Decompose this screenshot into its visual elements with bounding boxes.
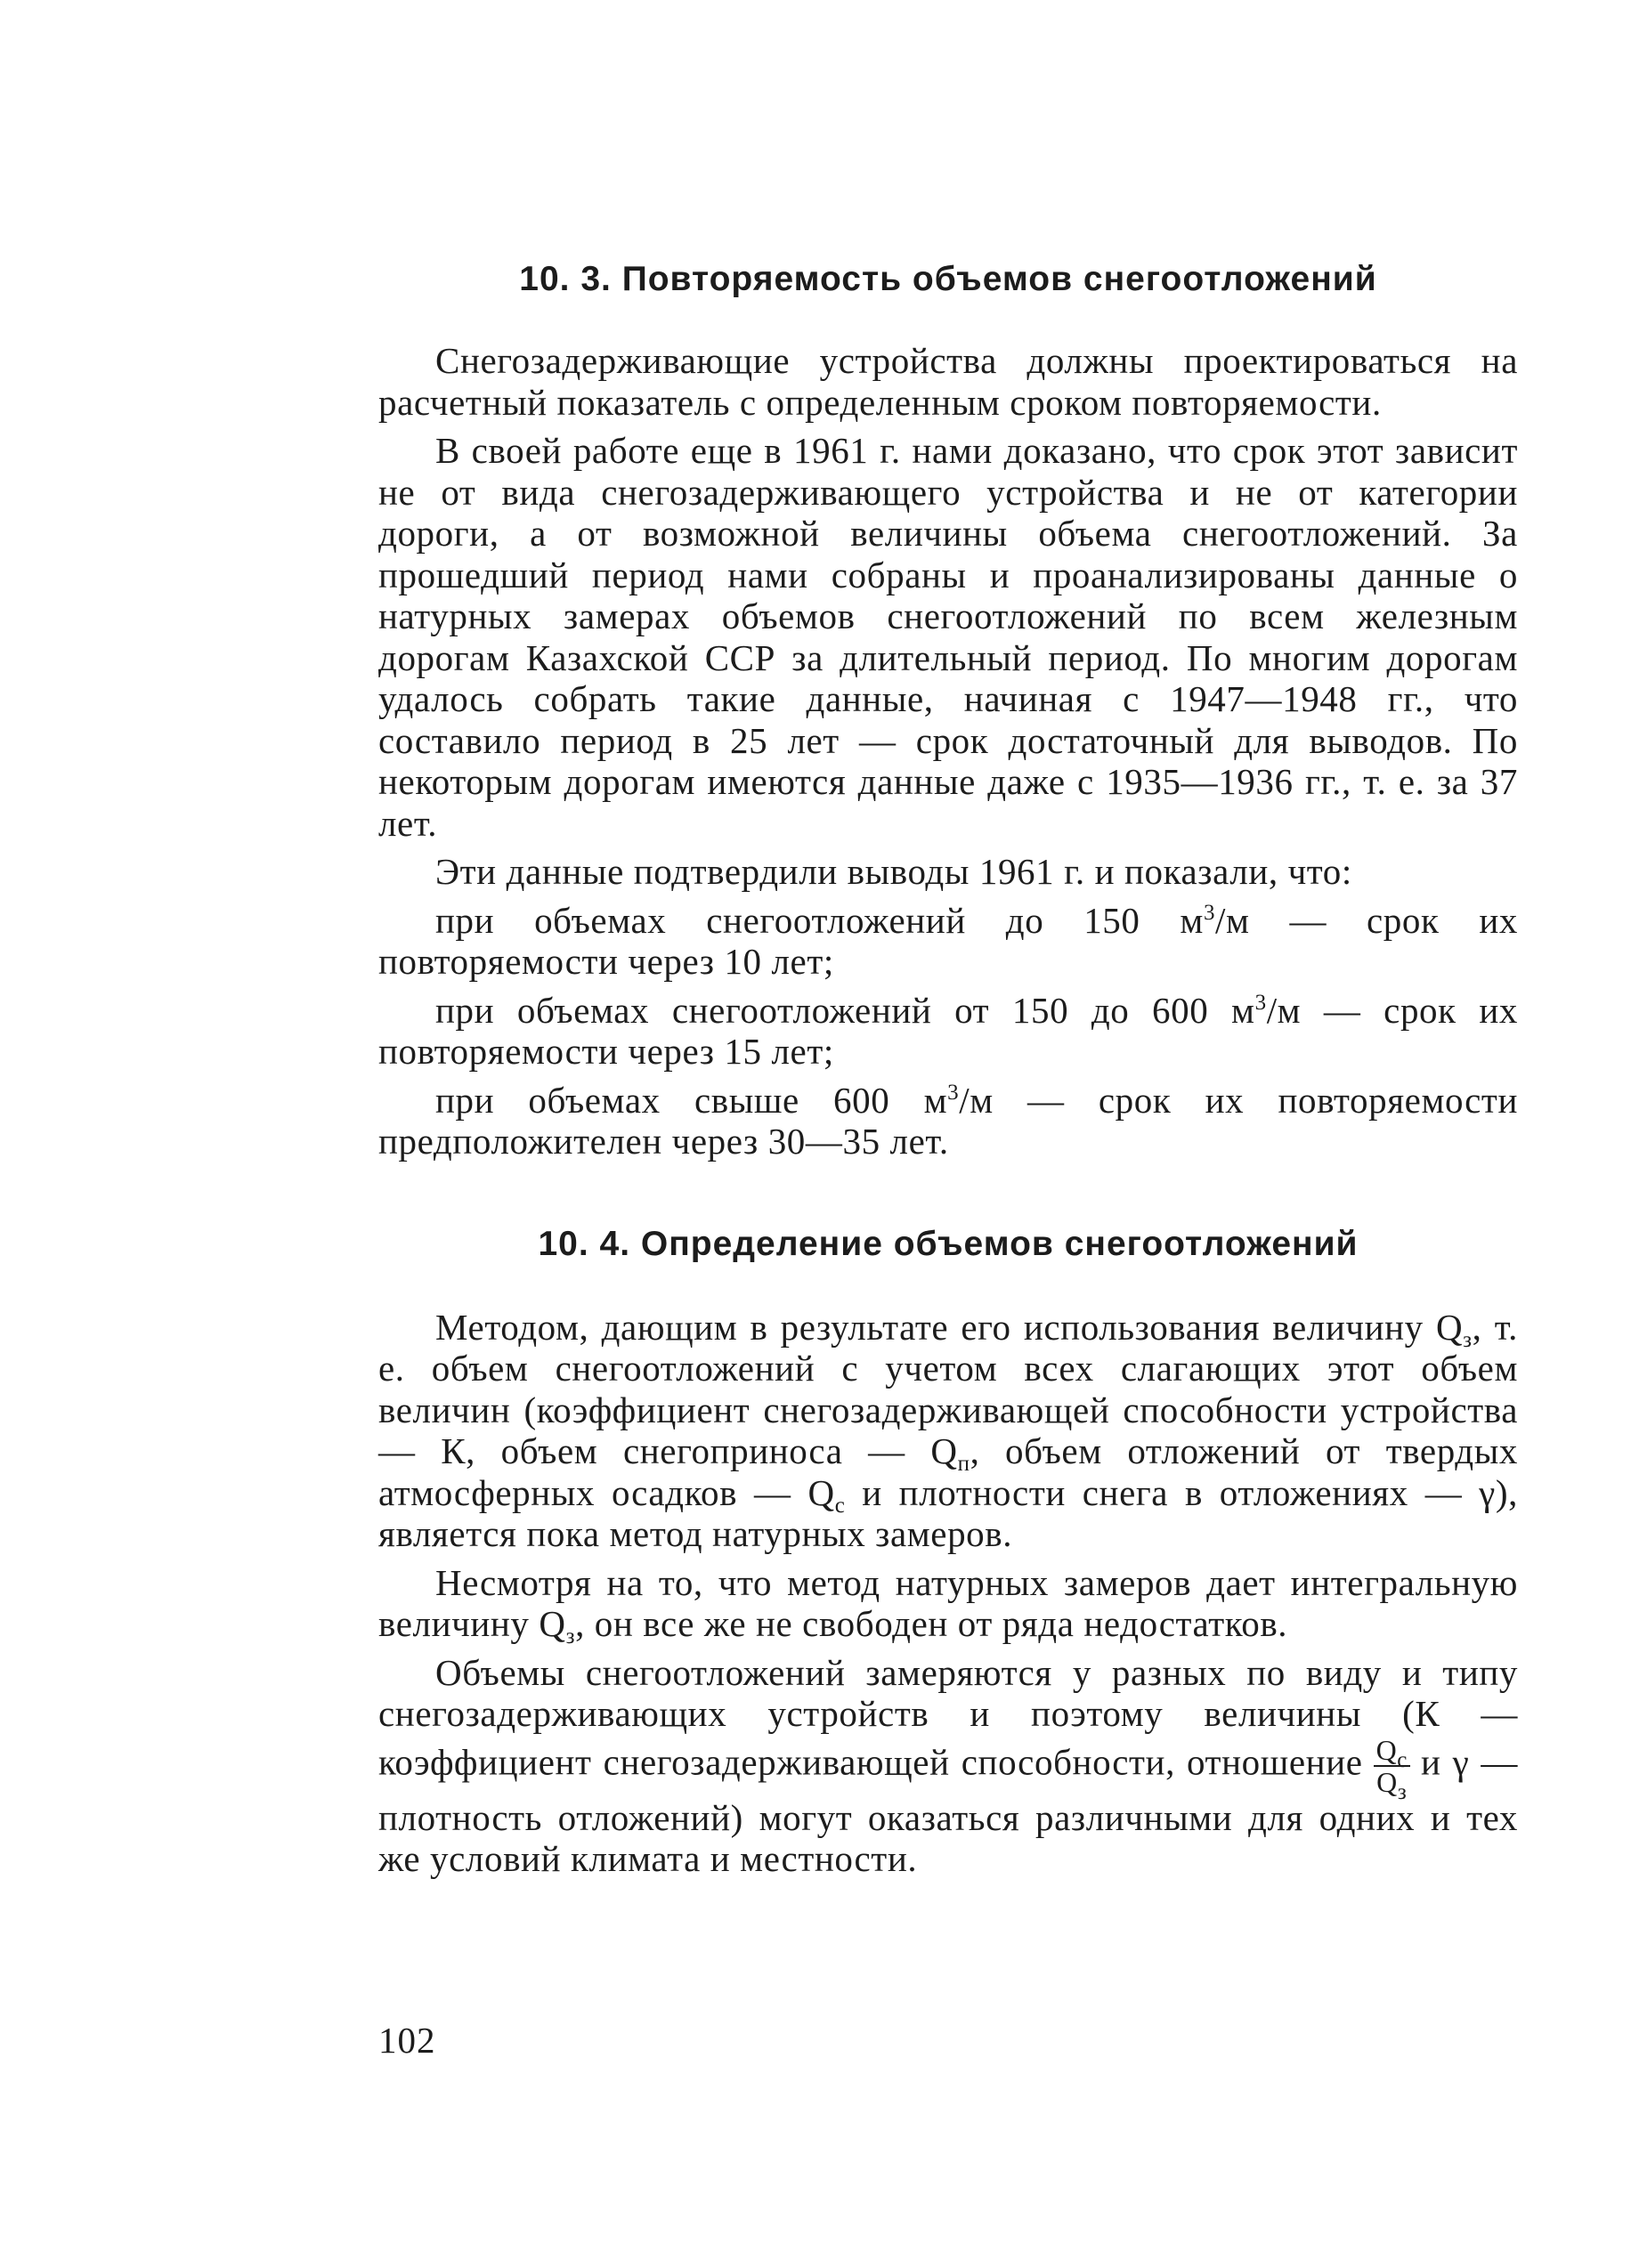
paragraph-volume-600 [378, 1080, 1518, 1162]
subscript: з [1397, 1779, 1408, 1804]
text: /м — срок их повторяемости предположителен через 30—35 лет. [378, 1079, 1518, 1162]
subscript: з [1463, 1327, 1473, 1352]
subscript: с [1397, 1747, 1408, 1772]
superscript: 3 [1203, 900, 1216, 925]
text: Несмотря на то, что метод натурных замеров дает интегральную величину Q [378, 1561, 1518, 1644]
superscript: 3 [947, 1080, 960, 1105]
fraction-numerator [1374, 1733, 1410, 1772]
paragraph: Эти данные подтвердили выводы 1961 г. и показали, что: [435, 851, 1352, 892]
text: при объемах снегоотложений до 150 м [435, 899, 1204, 941]
text: /м — срок их повторяемости через 15 лет; [378, 989, 1518, 1072]
text: , он все же не свободен от ряда недостатков. [575, 1603, 1288, 1644]
text: Q [1376, 1765, 1398, 1798]
text: Объемы снегоотложений замеряются у разных по виду и типу снегозадерживающих устройств и поэтому величины (К — коэффициент снегозадерживающей способности, отношение [378, 1651, 1518, 1782]
superscript: 3 [1254, 990, 1267, 1015]
section-heading-10-3: 10. 3. Повторяемость объемов снегоотложений [519, 260, 1377, 298]
fraction [1374, 1733, 1410, 1804]
text: Методом, дающим в результате его использования величину Q [435, 1306, 1464, 1348]
text: при объемах свыше 600 м [435, 1079, 948, 1121]
paragraph [378, 1307, 1518, 1555]
text: и γ — плотность отложений) могут оказаться различными для одних и тех же условий климата и местности. [378, 1740, 1518, 1879]
text: при объемах снегоотложений от 150 до 600 м [435, 989, 1255, 1031]
text: , т. е. объем снегоотложений с учетом всех слагающих этот объем величин (коэффициент снегозадерживающей способности устройства — К, объем снегоприноса — Q [378, 1306, 1518, 1471]
paragraph-volume-150 [378, 900, 1518, 983]
subscript: з [565, 1624, 576, 1648]
section-heading-10-4: 10. 4. Определение объемов снегоотложений [538, 1224, 1359, 1263]
paragraph-volume-150-600 [378, 990, 1518, 1073]
paragraph [378, 1652, 1518, 1880]
paragraph: В своей работе еще в 1961 г. нами доказано, что срок этот зависит не от вида снегозадерживающего устройства и не от категории дороги, а от возможной величины объема снегоотложений. За прошедший период нами собраны и проанализированы данные о натурных замерах объемов снегоотложений по всем железным дорогам Казахской ССР за длительный период. По многим дорогам удалось собрать такие данные, начиная с 1947—1948 гг., что составило период в 25 лет — срок достаточный для выводов. По некоторым дорогам имеются данные даже с 1935—1936 гг., т. е. за 37 лет. [378, 430, 1518, 844]
subscript: с [834, 1493, 846, 1518]
page-content [378, 240, 1518, 1887]
subscript: п [957, 1452, 970, 1476]
text: , объем отложений от твердых атмосферных осадков — Q [378, 1430, 1518, 1513]
paragraph: Снегозадерживающие устройства должны проектироваться на расчетный показатель с определенным сроком повторяемости. [378, 340, 1518, 423]
text: и плотности снега в отложениях — γ), является пока метод натурных замеров. [378, 1471, 1518, 1554]
fraction-denominator [1374, 1765, 1410, 1804]
text: /м — срок их повторяемости через 10 лет; [378, 899, 1518, 982]
text: Q [1375, 1733, 1398, 1766]
page-number: 102 [378, 2020, 436, 2061]
paragraph [378, 1561, 1518, 1648]
